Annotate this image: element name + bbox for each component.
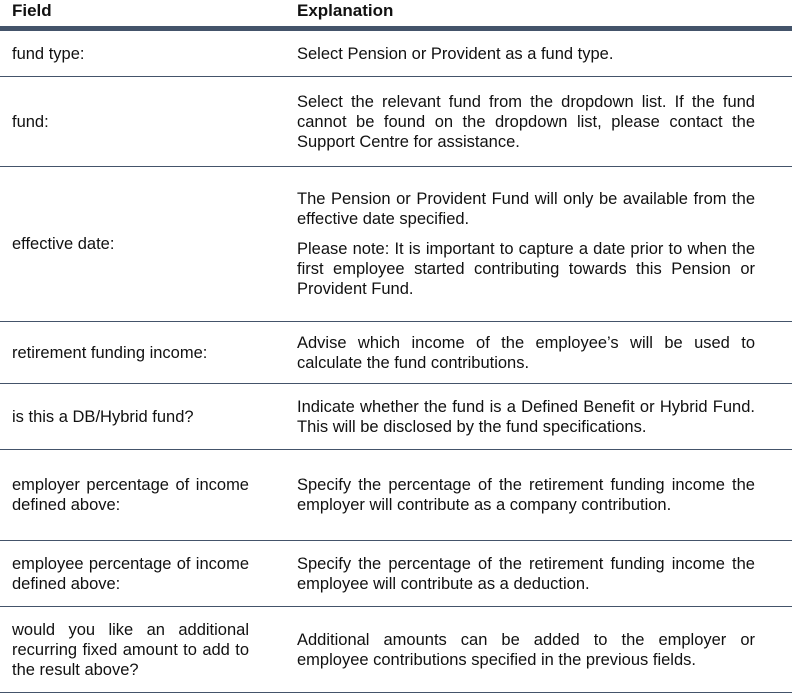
table-row: [0, 450, 792, 541]
table-row: [0, 384, 792, 450]
explanation-text: The Pension or Provident Fund will only be available from the effective date specified.: [297, 190, 755, 228]
table-row: [0, 77, 792, 167]
field-cell: [0, 384, 285, 449]
explanation-text: Select Pension or Provident as a fund type.: [297, 44, 614, 63]
table-row: [0, 541, 792, 607]
explanation-cell: [285, 607, 755, 692]
explanation-text: Specify the percentage of the retirement funding income the employer will contribute as a company contribution.: [297, 476, 755, 514]
field-cell: [0, 541, 285, 606]
explanation-cell: [285, 77, 755, 166]
explanation-cell: [285, 384, 755, 449]
explanation-cell: [285, 541, 755, 606]
field-label: effective date:: [12, 235, 115, 253]
field-cell: [0, 77, 285, 166]
field-cell: [0, 450, 285, 540]
explanation-text: Select the relevant fund from the dropdown list. If the fund cannot be found on the dropdown list, please contact the Support Centre for assistance.: [297, 92, 755, 151]
explanation-text: Additional amounts can be added to the employer or employee contributions specified in the previous fields.: [297, 630, 755, 669]
field-label: would you like an additional recurring fixed amount to add to the result above?: [12, 620, 249, 679]
header-explanation: Explanation: [297, 1, 394, 20]
header-field: Field: [12, 1, 52, 20]
field-label: fund type:: [12, 44, 85, 63]
field-label: is this a DB/Hybrid fund?: [12, 407, 194, 426]
field-cell: [0, 322, 285, 383]
explanation-text: Indicate whether the fund is a Defined Benefit or Hybrid Fund. This will be disclosed by the fund specifications.: [297, 397, 755, 436]
field-label: retirement funding income:: [12, 343, 208, 362]
explanation-text: Advise which income of the employee’s will be used to calculate the fund contributions.: [297, 333, 755, 372]
explanation-text: Specify the percentage of the retirement funding income the employee will contribute as a deduction.: [297, 554, 755, 593]
field-label: fund:: [12, 112, 49, 131]
field-label: employer percentage of income defined above:: [12, 476, 249, 514]
table-row: [0, 167, 792, 322]
field-cell: [0, 167, 285, 321]
explanation-text: Please note: It is important to capture a date prior to when the first employee started contributing towards this Pension or Provident Fund.: [297, 240, 755, 298]
explanation-cell: [285, 450, 755, 540]
table-row: [0, 31, 792, 77]
field-cell: [0, 607, 285, 692]
field-label: employee percentage of income defined above:: [12, 554, 249, 593]
explanation-cell: [285, 31, 755, 76]
table-row: [0, 322, 792, 384]
table-header: [0, 0, 792, 31]
table-row: [0, 607, 792, 693]
field-cell: [0, 31, 285, 76]
explanation-cell: [285, 167, 755, 321]
explanation-cell: [285, 322, 755, 383]
